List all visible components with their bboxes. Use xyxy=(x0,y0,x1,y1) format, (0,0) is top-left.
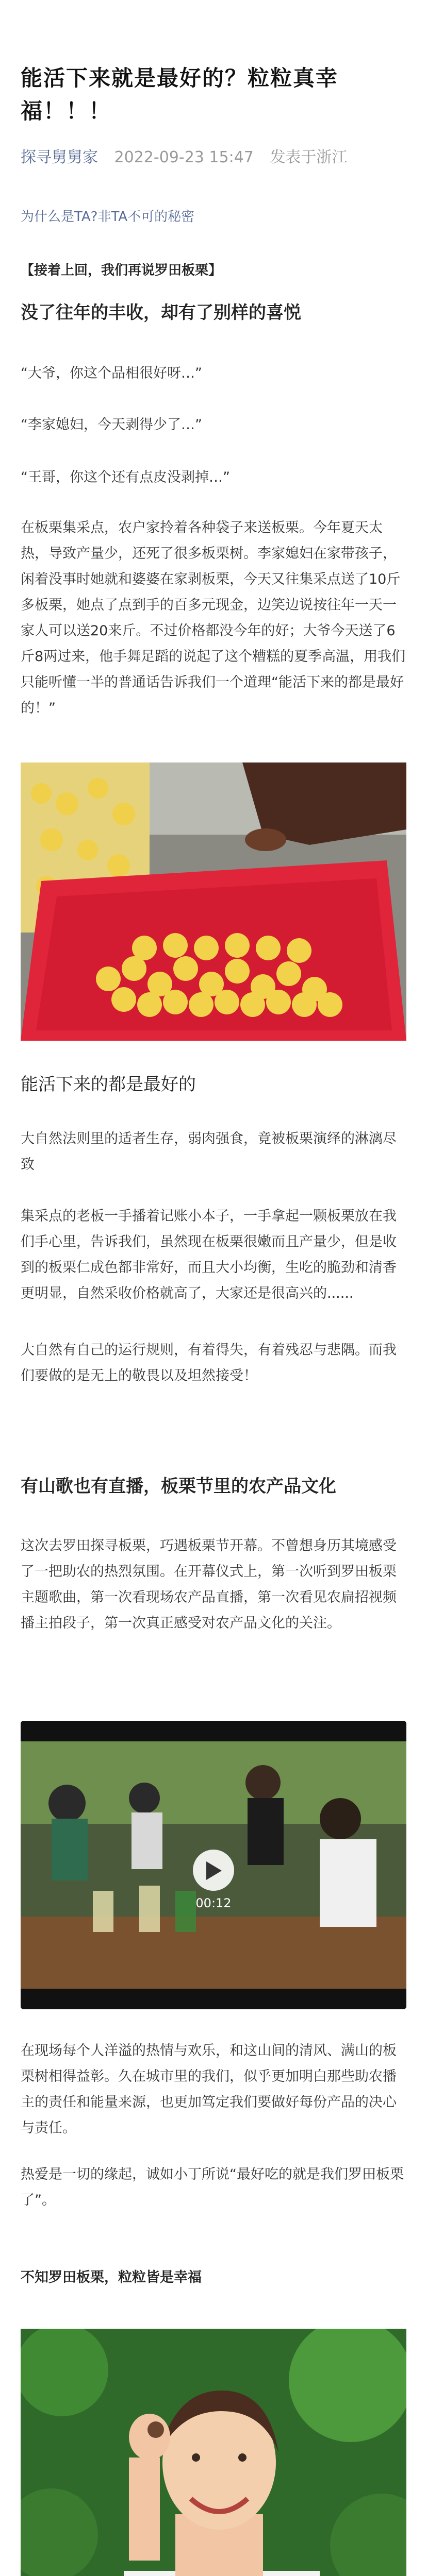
publish-location: 发表于浙江 xyxy=(270,148,348,166)
section1-heading: 没了往年的丰收，却有了别样的喜悦 xyxy=(21,302,301,323)
paragraph-4: 大自然有自己的运行规则，有着得失，有着残忍与悲隅。而我们要做的是无上的敬畏以及坦然接受！ xyxy=(21,1342,397,1384)
paragraph-5: 这次去罗田探寻板栗，巧遇板栗节开幕。不曾想身历其境感受了一把助农的热烈氛围。在开幕仪式上，第一次听到罗田板栗主题歌曲，第一次看现场农产品直播，第一次看见农扁招视频播主拍段子，第一次真正感受对农产品文化的关注。 xyxy=(21,1538,397,1631)
quote-3: “王哥，你这个还有点皮没剥掉…” xyxy=(21,469,230,485)
video-player[interactable] xyxy=(21,1721,406,2009)
section2-heading: 能活下来的都是最好的 xyxy=(21,1074,196,1095)
paragraph-7: 热爱是一切的缘起，诚如小丁所说“最好吃的就是我们罗田板栗了”。 xyxy=(21,2166,404,2208)
section1-lead: 【接着上回，我们再说罗田板栗】 xyxy=(21,263,222,278)
woman-holding-chestnut-image xyxy=(21,2329,406,2576)
paragraph-6: 在现场每个人洋溢的热情与欢乐，和这山间的清风、满山的板栗树相得益彰。久在城市里的我们，似乎更加明白那些助农播主的责任和能量来源，也更加笃定我们要做好每份产品的决心与责任。 xyxy=(21,2043,397,2136)
chestnut-basket-image xyxy=(21,762,406,1041)
publish-date: 2022-09-23 15:47 xyxy=(114,148,254,166)
intro-link[interactable]: 为什么是TA?非TA不可的秘密 xyxy=(21,209,195,225)
quote-1: “大爷，你这个品相很好呀…” xyxy=(21,365,202,381)
paragraph-3: 集采点的老板一手播着记账小本子，一手拿起一颗板栗放在我们手心里，告诉我们，虽然现在板栗很嫩而且产量少，但是收到的板栗仁成色都非常好，而且大小均衡，生吃的脆劲和清香更明显，自然采收价格就高了，大家还是很高兴的...... xyxy=(21,1208,397,1301)
paragraph-1: 在板栗集采点，农户家拎着各种袋子来送板栗。今年夏天太热，导致产量少，还死了很多板栗树。李家媳妇在家带孩子，闲着没事时她就和婆婆在家剥板栗，今天又往集采点送了10斤多板栗，她点了点到手的百多元现金，边笑边说按往年一天一家人可以送20来斤。不过价格都没今年的好；大爷今天送了6斤8两过来，他手舞足蹈的说起了这个糟糕的夏季高温，用我们只能听懂一半的普通话告诉我们一个道理“能活下来的都是最好的！” xyxy=(21,520,406,716)
article-title: 能活下来就是最好的？粒粒真幸福！！！ xyxy=(21,65,339,124)
author-link[interactable]: 探寻舅舅家 xyxy=(21,148,98,166)
video-duration: 00:12 xyxy=(195,1896,232,1910)
section3-heading: 有山歌也有直播，板栗节里的农产品文化 xyxy=(21,1476,336,1497)
paragraph-2: 大自然法则里的适者生存，弱肉强食，竟被板栗演绎的淋漓尽致 xyxy=(21,1131,397,1173)
quote-2: “李家媳妇，今天剥得少了…” xyxy=(21,417,202,433)
article-meta xyxy=(21,144,406,167)
play-icon[interactable] xyxy=(206,1861,222,1880)
paragraph-8: 不知罗田板栗，粒粒皆是幸福 xyxy=(21,2269,202,2285)
